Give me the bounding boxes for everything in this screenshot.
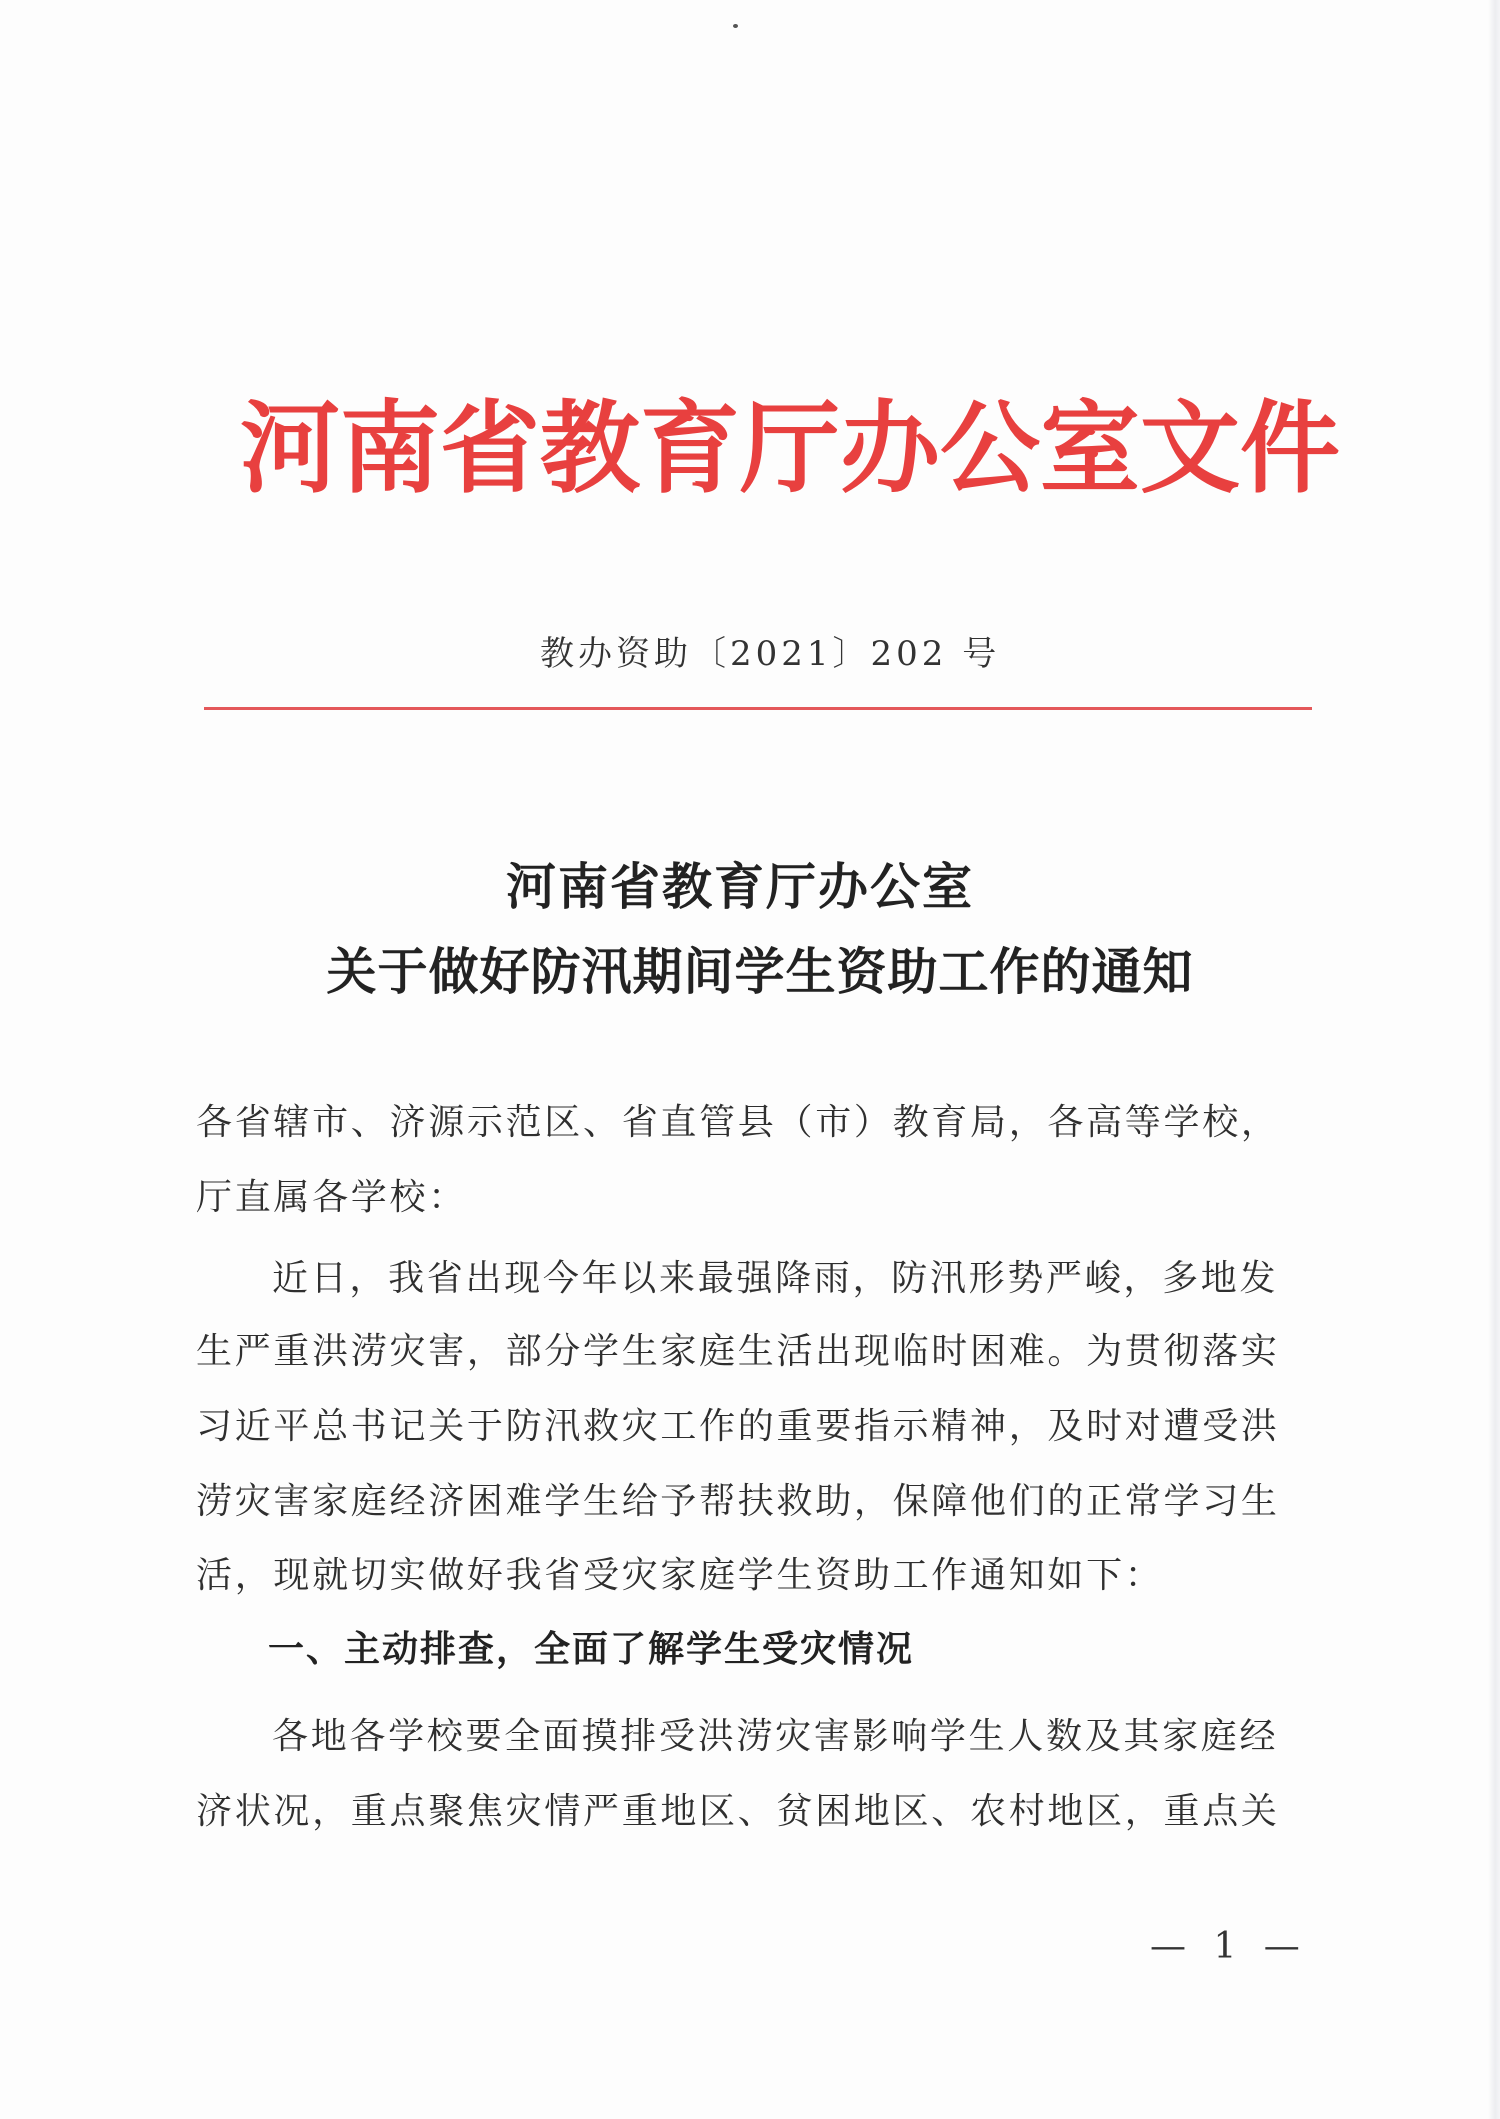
issuer-title-char: 办	[840, 389, 940, 507]
body-paragraph-line: 各地各学校要全面摸排受洪涝灾害影响学生人数及其家庭经	[272, 1716, 1279, 1757]
body-paragraph-line: 生严重洪涝灾害，部分学生家庭生活出现临时困难。为贯彻落实	[196, 1331, 1280, 1372]
issuer-title-char: 室	[1040, 389, 1140, 507]
scan-edge-shadow	[1488, 0, 1500, 2119]
notice-title-line-2: 关于做好防汛期间学生资助工作的通知	[326, 942, 1194, 1001]
issuer-title-char: 河	[240, 389, 340, 507]
issuer-title-char: 文	[1140, 389, 1240, 507]
red-separator-rule	[204, 707, 1312, 710]
body-paragraph-line: 习近平总书记关于防汛救灾工作的重要指示精神，及时对遭受洪	[196, 1406, 1280, 1447]
issuer-title-char: 育	[640, 389, 740, 507]
issuer-title-char: 教	[540, 389, 640, 507]
scan-speck	[733, 24, 738, 28]
document-number: 教办资助〔2021〕202 号	[540, 634, 1001, 674]
notice-title-line-1: 河南省教育厅办公室	[506, 857, 974, 916]
issuer-red-header	[240, 388, 1340, 508]
section-heading-1: 一、主动排查，全面了解学生受灾情况	[268, 1629, 915, 1670]
body-paragraph-line: 济状况，重点聚焦灾情严重地区、贫困地区、农村地区，重点关	[196, 1791, 1280, 1832]
issuer-title-char: 件	[1240, 389, 1340, 507]
issuer-title-char: 省	[440, 389, 540, 507]
issuer-title-char: 南	[340, 389, 440, 507]
addressee-line-2: 厅直属各学校：	[196, 1177, 467, 1218]
page-number: — 1 —	[1150, 1926, 1308, 1967]
body-paragraph-line: 涝灾害家庭经济困难学生给予帮扶救助，保障他们的正常学习生	[196, 1481, 1280, 1522]
issuer-title-char: 厅	[740, 389, 840, 507]
addressee-line-1: 各省辖市、济源示范区、省直管县（市）教育局，各高等学校，	[196, 1102, 1280, 1143]
issuer-title-char: 公	[940, 389, 1040, 507]
body-paragraph-line: 活，现就切实做好我省受灾家庭学生资助工作通知如下：	[196, 1555, 1164, 1596]
body-paragraph-line: 近日，我省出现今年以来最强降雨，防汛形势严峻，多地发	[272, 1258, 1279, 1299]
